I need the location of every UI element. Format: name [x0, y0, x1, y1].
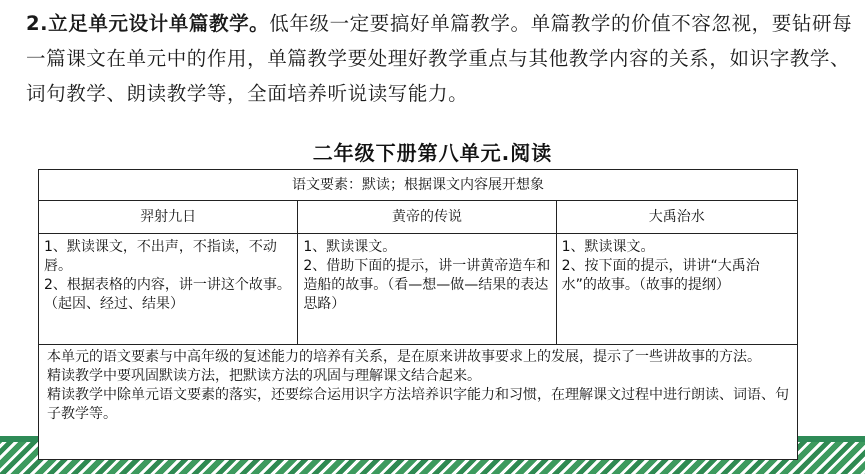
cell-line: 2、根据表格的内容，讲一讲这个故事。（起因、经过、结果）	[44, 277, 291, 312]
unit-table	[38, 169, 798, 460]
column-header: 羿射九日	[140, 209, 197, 225]
summary-line: 精读教学中要巩固默读方法，把默读方法的巩固与理解课文结合起来。	[47, 368, 481, 384]
intro-paragraph	[26, 6, 858, 111]
header-row	[39, 200, 797, 233]
summary-cell	[39, 345, 797, 459]
paragraph-heading: 2.立足单元设计单篇教学。	[26, 12, 270, 35]
cell-line: 1、默读课文。	[303, 239, 397, 255]
cell-line: 1、默读课文，不出声，不指读，不动唇。	[44, 239, 277, 274]
summary-line: 精读教学中除单元语文要素的落实，还要综合运用识字方法培养识字能力和习惯，在理解课文过程中进行朗读、词语、句子教学等。	[47, 387, 789, 422]
table-cell	[297, 234, 555, 344]
requirement-cell: 语文要素：默读；根据课文内容展开想象	[292, 177, 544, 193]
table-cell	[556, 234, 797, 344]
table-title: 二年级下册第八单元.阅读	[312, 141, 553, 165]
column-header: 黄帝的传说	[297, 201, 555, 233]
cell-line: 2、借助下面的提示，讲一讲黄帝造车和造船的故事。（看—想—做—结果的表达思路）	[303, 258, 551, 312]
paragraph-text: 低年级一定要搞好单篇教学。单篇教学的价值不容忽视，要钻研每一篇课文在单元中的作用，单篇教学要处理好教学重点与其他教学内容的关系，如识字教学、词句教学、朗读教学等，全面培养听说读写能力。	[26, 12, 853, 105]
table-row	[39, 233, 797, 344]
column-header: 大禹治水	[556, 201, 797, 233]
summary-line: 本单元的语文要素与中高年级的复述能力的培养有关系，是在原来讲故事要求上的发展，提示了一些讲故事的方法。	[47, 349, 761, 365]
table-cell	[39, 234, 297, 344]
cell-line: 1、默读课文。	[561, 239, 655, 255]
cell-line: 2、按下面的提示，讲讲“大禹治水”的故事。（故事的提纲）	[561, 258, 760, 293]
